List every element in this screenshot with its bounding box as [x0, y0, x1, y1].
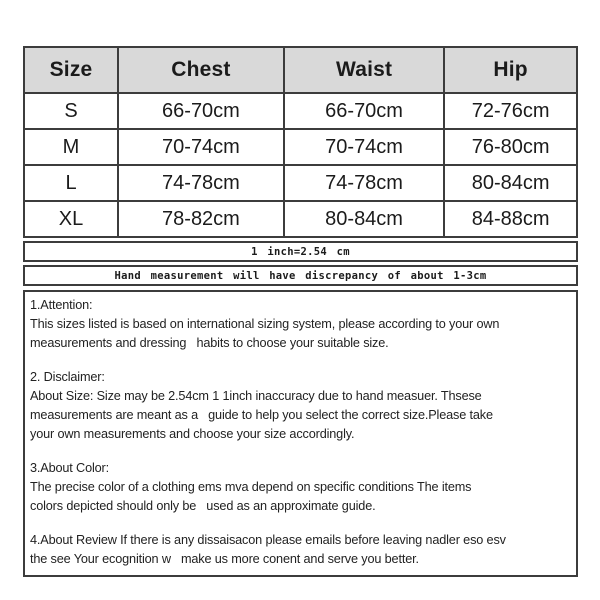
note-about-color	[30, 459, 572, 516]
note-line: The precise color of a clothing ems mva depend on specific conditions The items	[30, 480, 472, 494]
size-label: M	[24, 129, 118, 165]
waist-measurement: 74-78cm	[284, 165, 444, 201]
inch-conversion-note: 1 inch=2.54 cm	[23, 241, 578, 262]
size-chart-header-row	[24, 47, 577, 93]
header-size: Size	[24, 47, 118, 93]
waist-measurement: 66-70cm	[284, 93, 444, 129]
header-chest: Chest	[118, 47, 284, 93]
size-guide-sheet	[23, 46, 578, 577]
note-line: the see Your ecognition w make us more conent and serve you better.	[30, 552, 419, 566]
table-row-l	[24, 165, 577, 201]
chest-measurement: 78-82cm	[118, 201, 284, 237]
note-line: 3.About Color:	[30, 461, 110, 475]
note-disclaimer	[30, 368, 572, 444]
table-row-xl	[24, 201, 577, 237]
note-line: your own measurements and choose your size accordingly.	[30, 427, 355, 441]
hip-measurement: 76-80cm	[444, 129, 577, 165]
note-attention	[30, 296, 572, 353]
hip-measurement: 84-88cm	[444, 201, 577, 237]
hand-measurement-note: Hand measurement will have discrepancy of about 1-3cm	[23, 265, 578, 286]
hip-measurement: 72-76cm	[444, 93, 577, 129]
note-about-review	[30, 531, 572, 569]
waist-measurement: 70-74cm	[284, 129, 444, 165]
chest-measurement: 70-74cm	[118, 129, 284, 165]
note-line: 2. Disclaimer:	[30, 370, 105, 384]
size-label: XL	[24, 201, 118, 237]
note-line: 1.Attention:	[30, 298, 93, 312]
waist-measurement: 80-84cm	[284, 201, 444, 237]
size-label: S	[24, 93, 118, 129]
table-row-m	[24, 129, 577, 165]
note-line: colors depicted should only be used as an approximate guide.	[30, 499, 376, 513]
notes-box	[23, 290, 578, 577]
header-waist: Waist	[284, 47, 444, 93]
note-line: 4.About Review If there is any dissaisacon please emails before leaving nadler eso esv	[30, 533, 506, 547]
note-line: About Size: Size may be 2.54cm 1 1inch inaccuracy due to hand measuer. Thsese	[30, 389, 482, 403]
size-label: L	[24, 165, 118, 201]
table-row-s	[24, 93, 577, 129]
note-line: This sizes listed is based on international sizing system, please according to your own	[30, 317, 500, 331]
size-chart-table	[23, 46, 578, 238]
note-line: measurements and dressing habits to choose your suitable size.	[30, 336, 389, 350]
chest-measurement: 66-70cm	[118, 93, 284, 129]
note-line: measurements are meant as a guide to help you select the correct size.Please take	[30, 408, 493, 422]
hip-measurement: 80-84cm	[444, 165, 577, 201]
chest-measurement: 74-78cm	[118, 165, 284, 201]
header-hip: Hip	[444, 47, 577, 93]
